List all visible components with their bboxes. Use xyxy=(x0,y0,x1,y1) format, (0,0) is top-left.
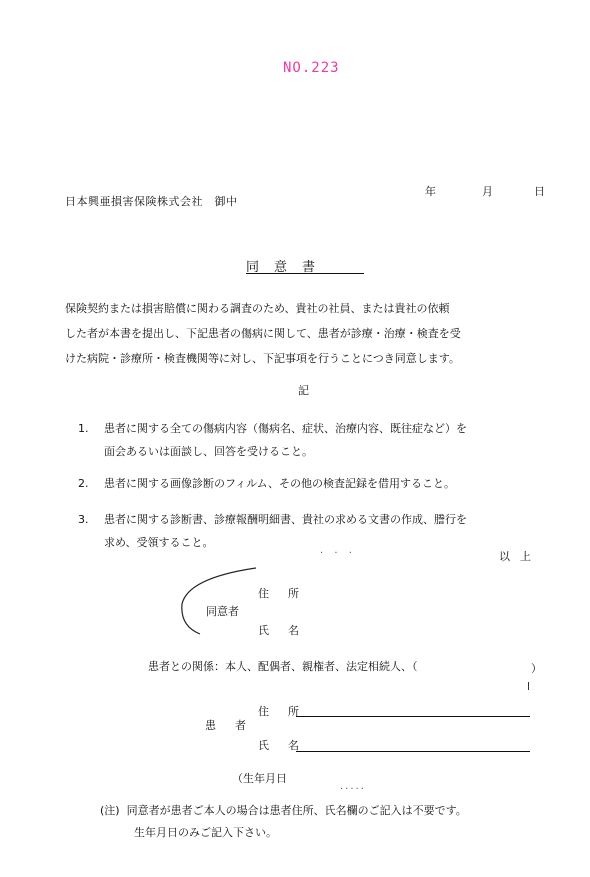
item-3 xyxy=(78,508,467,554)
note-text: 同意者が患者ご本人の場合は患者住所、氏名欄のご記入は不要です。 xyxy=(126,804,467,817)
item-1 xyxy=(78,417,467,463)
item-number: 2. xyxy=(78,477,89,490)
relation-line xyxy=(148,658,418,674)
item-text: 患者に関する診断書、診療報酬明細書、貴社の求める文書の作成、謄行を xyxy=(104,513,467,526)
patient-address-line xyxy=(296,716,530,717)
consenter-bracket-arc xyxy=(178,566,258,636)
note-block xyxy=(100,800,467,844)
relation-close-paren: ） xyxy=(531,662,542,675)
consenter-address-label: 住 所 xyxy=(258,587,303,600)
date-day-label: 日 xyxy=(534,185,545,198)
ijo-closing: 以上 xyxy=(499,550,541,563)
item-text: 面会あるいは面談し、回答を受けること。 xyxy=(104,445,313,458)
item-2 xyxy=(78,472,455,495)
document-number: NO.223 xyxy=(283,60,340,76)
scan-dots: ····· xyxy=(340,784,366,795)
intro-paragraph xyxy=(65,296,461,371)
scan-dots: · · · xyxy=(320,548,356,559)
item-text: 患者に関する全ての傷病内容（傷病名、症状、治療内容、既往症など）を xyxy=(104,422,467,435)
intro-line: けた病院・診療所・検査機関等に対し、下記事項を行うことにつき同意します。 xyxy=(65,352,460,365)
note-text: 生年月日のみご記入下さい。 xyxy=(134,826,277,839)
intro-line: 保険契約または損害賠償に関わる調査のため、貴社の社員、または貴社の依頼 xyxy=(65,302,450,315)
patient-name-label: 氏 名 xyxy=(258,739,303,752)
patient-dob-label: （生年月日 xyxy=(232,772,287,785)
item-text: 求め、受領すること。 xyxy=(104,536,214,549)
date-month-label: 月 xyxy=(482,185,493,198)
patient-label: 患 者 xyxy=(205,719,250,732)
relation-text: 患者との関係：本人、配偶者、親権者、法定相続人、（ xyxy=(148,660,418,673)
document-title: 同 意 書 xyxy=(246,260,317,275)
ki-heading: 記 xyxy=(298,384,309,397)
scan-tick-mark xyxy=(528,682,529,690)
consenter-label: 同意者 xyxy=(206,605,239,618)
addressee: 日本興亜損害保険株式会社 御中 xyxy=(65,195,238,208)
item-text: 患者に関する画像診断のフィルム、その他の検査記録を借用すること。 xyxy=(104,477,456,490)
title-underline xyxy=(246,273,364,274)
item-number: 3. xyxy=(78,513,89,526)
item-number: 1. xyxy=(78,422,89,435)
note-mark: (注) xyxy=(100,804,120,817)
patient-name-line xyxy=(296,751,530,752)
consenter-name-label: 氏 名 xyxy=(258,624,303,637)
patient-address-label: 住 所 xyxy=(258,705,303,718)
intro-line: した者が本書を提出し、下記患者の傷病に関して、患者が診療・治療・検査を受 xyxy=(65,327,461,340)
date-year-label: 年 xyxy=(425,185,436,198)
